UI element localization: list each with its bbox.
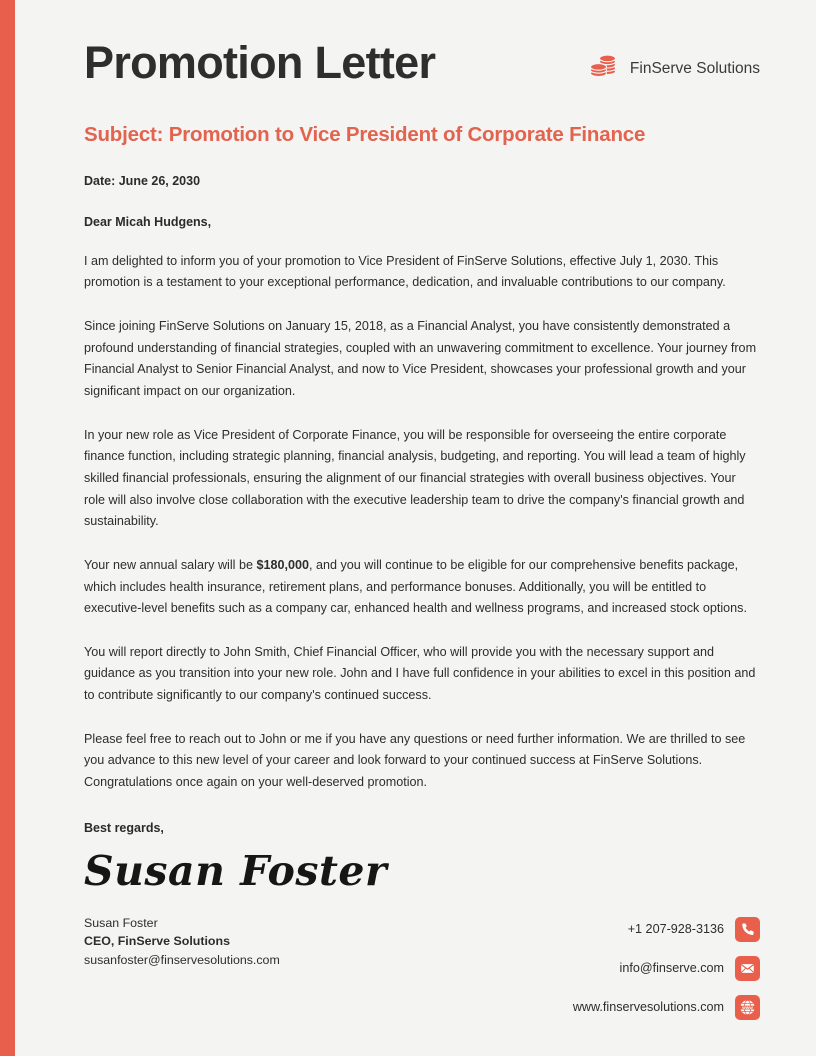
paragraph-text: I am delighted to inform you of your promotion to Vice President of FinServe Solutions, effective July 1, 2030. This promotion is a testament to your exceptional performance, dedication, and invaluable contributions to our company. <box>84 253 726 290</box>
signer-email: susanfoster@finservesolutions.com <box>84 952 280 967</box>
contact-row[interactable] <box>573 995 760 1020</box>
paragraph-text: Your new annual salary will be <box>84 557 257 572</box>
emphasis-text: $180,000 <box>256 557 309 572</box>
globe-www-icon[interactable] <box>735 995 760 1020</box>
signer-name: Susan Foster <box>84 915 158 930</box>
phone-icon[interactable] <box>735 917 760 942</box>
subject-line: Subject: Promotion to Vice President of Corporate Finance <box>84 123 646 146</box>
body-paragraph <box>84 642 760 707</box>
contact-text: +1 207-928-3136 <box>627 922 724 937</box>
brand-lockup <box>588 50 760 87</box>
contact-row[interactable] <box>573 917 760 942</box>
brand-name: FinServe Solutions <box>629 59 760 77</box>
svg-text:WWW: WWW <box>742 1005 753 1010</box>
paragraph-text: Since joining FinServe Solutions on January 15, 2018, as a Financial Analyst, you have consistently demonstrated a profound understanding of financial strategies, coupled with an unwavering commitment to excellence. Your journey from Financial Analyst to Senior Financial Analyst, and now to Vice President, showcases your professional growth and your significant impact on our organization. <box>84 318 757 398</box>
signer-role: CEO, FinServe Solutions <box>84 934 230 949</box>
letter-footer <box>84 914 760 1024</box>
body-paragraph <box>84 251 760 294</box>
envelope-icon[interactable] <box>735 956 760 981</box>
letter-content <box>84 0 760 1024</box>
page-title: Promotion Letter <box>84 37 436 88</box>
contact-text: info@finserve.com <box>619 961 724 976</box>
letter-page <box>15 0 816 1056</box>
coin-stack-icon <box>588 50 620 87</box>
date-line: Date: June 26, 2030 <box>84 173 201 188</box>
contact-text: www.finservesolutions.com <box>572 1000 724 1015</box>
left-accent-bar <box>0 0 15 1056</box>
contact-list <box>573 917 760 1020</box>
signature-script: Susan Foster <box>84 846 388 895</box>
body-paragraph <box>84 425 760 533</box>
contact-row[interactable] <box>573 956 760 981</box>
paragraph-text: , and you will continue to be eligible for our comprehensive benefits package, which includes health insurance, retirement plans, and performance bonuses. Additionally, you will be entitled to executive-level benefits such as a company car, enhanced health and wellness programs, and increased stock options. <box>84 557 747 616</box>
paragraph-text: Please feel free to reach out to John or me if you have any questions or need further information. We are thrilled to see you advance to this new level of your career and look forward to your continued success at FinServe Solutions. Congratulations once again on your well-deserved promotion. <box>84 731 746 790</box>
body-paragraph <box>84 729 760 794</box>
paragraph-text: You will report directly to John Smith, Chief Financial Officer, who will provide you with the necessary support and guidance as you transition into your new role. John and I have full confidence in your abilities to excel in this position and to contribute significantly to our company's continued success. <box>84 644 756 703</box>
body-paragraph <box>84 316 760 403</box>
salutation: Dear Micah Hudgens, <box>84 214 212 229</box>
letter-body <box>84 251 760 794</box>
letter-header <box>84 36 760 98</box>
body-paragraph <box>84 555 760 620</box>
paragraph-text: In your new role as Vice President of Corporate Finance, you will be responsible for overseeing the entire corporate finance function, including strategic planning, financial analysis, budgeting, and reporting. You will lead a team of highly skilled financial professionals, ensuring the alignment of our financial strategies with overall business objectives. Your role will also involve close collaboration with the executive leadership team to drive the company's financial growth and sustainability. <box>84 427 746 529</box>
signer-details <box>84 914 280 970</box>
closing-regards: Best regards, <box>84 820 164 835</box>
